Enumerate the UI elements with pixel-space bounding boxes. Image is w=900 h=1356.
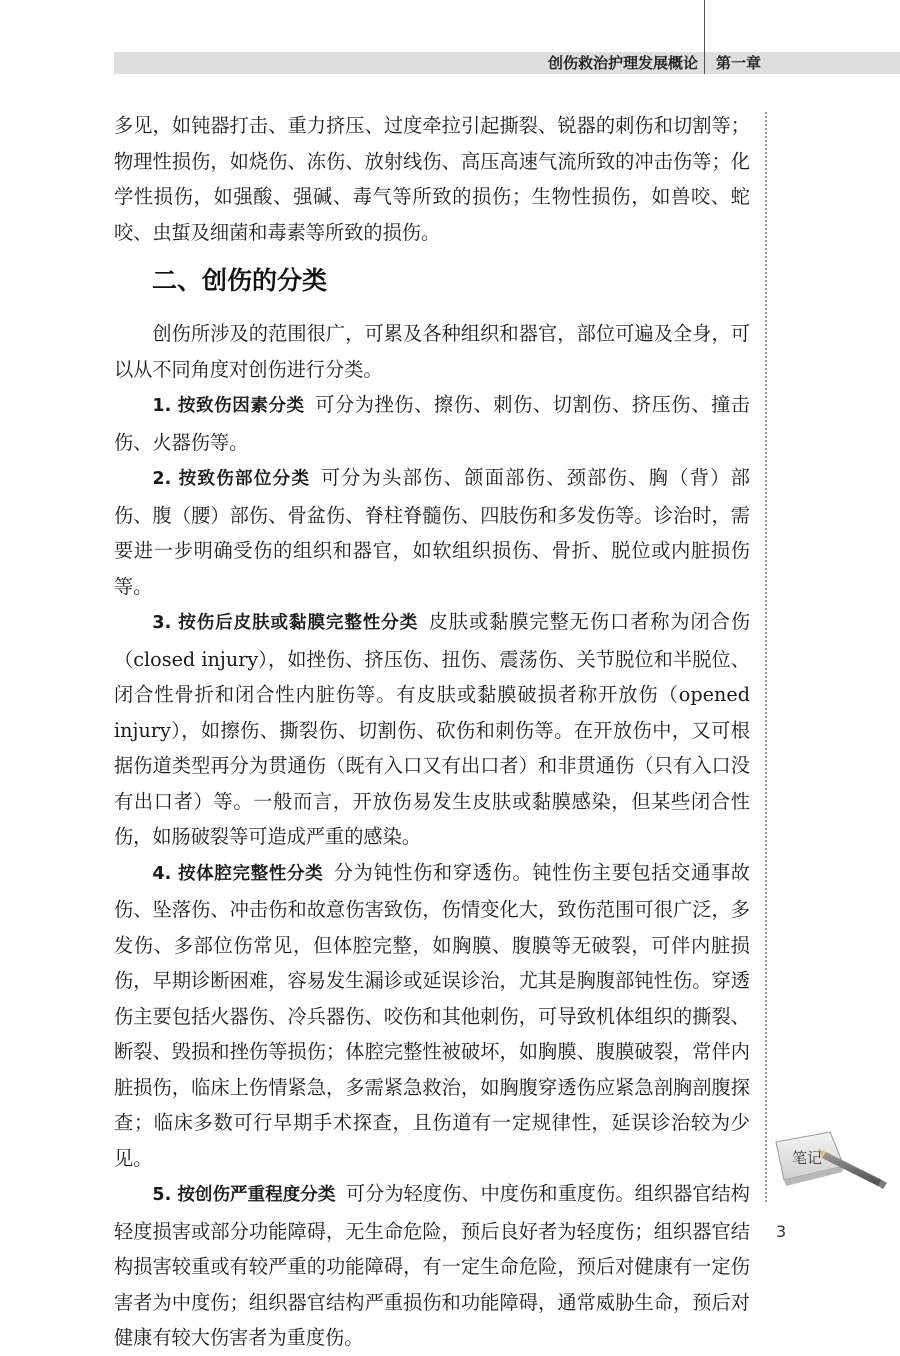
- header-divider: [704, 0, 705, 74]
- classification-item: [114, 855, 750, 1177]
- item-text: 可分为轻度伤、中度伤和重度伤。组织器官结构轻度损害或部分功能障碍，无生命危险，预后良好者为轻度伤；组织器官结构损害较重或有较严重的功能障碍，有一定生命危险，预后对健康有一定伤害者为中度伤；组织器官结构严重损伤和功能障碍，通常威胁生命，预后对健康有较大伤害者为重度伤。: [114, 1182, 750, 1349]
- item-text: 分为钝性伤和穿透伤。钝性伤主要包括交通事故伤、坠落伤、冲击伤和故意伤害致伤，伤情变化大，致伤范围可很广泛，多发伤、多部位伤常见，但体腔完整，如胸膜、腹膜等无破裂，可伴内脏损伤，早期诊断困难，容易发生漏诊或延误诊治，尤其是胸腹部钝性伤。穿透伤主要包括火器伤、冷兵器伤、咬伤和其他刺伤，可导致机体组织的撕裂、断裂、毁损和挫伤等损伤；体腔完整性被破坏，如胸膜、腹膜破裂，常伴内脏损伤，临床上伤情紧急，多需紧急救治，如胸腹穿透伤应紧急剖胸剖腹探查；临床多数可行早期手术探查，且伤道有一定规律性，延误诊治较为少见。: [114, 860, 750, 1170]
- notes-label: 笔记: [792, 1149, 823, 1167]
- item-text: 可分为头部伤、颌面部伤、颈部伤、胸（背）部伤、腹（腰）部伤、骨盆伤、脊柱脊髓伤、四肢伤和多发伤等。诊治时，需要进一步明确受伤的组织和器官，如软组织损伤、骨折、脱位或内脏损伤等。: [114, 466, 750, 598]
- item-heading: 3. 按伤后皮肤或黏膜完整性分类: [152, 613, 419, 633]
- classification-item: [114, 1176, 750, 1356]
- item-text: 可分为挫伤、擦伤、刺伤、切割伤、挤压伤、撞击伤、火器伤等。: [114, 393, 750, 454]
- section-heading: 二、创伤的分类: [152, 266, 328, 295]
- item-heading: 1. 按致伤因素分类: [152, 396, 305, 416]
- item-text: 皮肤或黏膜完整无伤口者称为闭合伤（closed injury），如挫伤、挤压伤、扭伤、震荡伤、关节脱位和半脱位、闭合性骨折和闭合性内脏伤等。有皮肤或黏膜破损者称开放伤（opened injury），如擦伤、撕裂伤、切割伤、砍伤和刺伤等。在开放伤中，又可根据伤道类型再分为贯通伤（既有入口又有出口者）和非贯通伤（只有入口没有出口者）等。一般而言，开放伤易发生皮肤或黏膜感染，但某些闭合性伤，如肠破裂等可造成严重的感染。: [114, 610, 751, 848]
- classification-item: [114, 460, 750, 604]
- classification-item: [114, 387, 750, 460]
- item-heading: 2. 按致伤部位分类: [152, 469, 311, 489]
- item-heading: 4. 按体腔完整性分类: [152, 863, 324, 884]
- page-body: [114, 108, 750, 1356]
- item-heading: 5. 按创伤严重程度分类: [152, 1185, 336, 1205]
- notes-pencil-icon: [770, 1128, 890, 1194]
- intro-paragraph: 多见，如钝器打击、重力挤压、过度牵拉引起撕裂、锐器的刺伤和切割等；物理性损伤，如烧伤、冻伤、放射线伤、高压高速气流所致的冲击伤等；化学性损伤，如强酸、强碱、毒气等所致的损伤；生物性损伤，如兽咬、蛇咬、虫蜇及细菌和毒素等所致的损伤。: [114, 114, 750, 244]
- running-title: 创伤救治护理发展概论: [547, 54, 698, 72]
- page-number: 3: [776, 1222, 787, 1241]
- section-intro: 创伤所涉及的范围很广，可累及各种组织和器官，部位可遍及全身，可以从不同角度对创伤进行分类。: [114, 322, 750, 381]
- notes-margin-divider: [765, 112, 767, 1202]
- header-bar: [114, 52, 900, 74]
- classification-item: [114, 604, 750, 855]
- chapter-label: 第一章: [716, 54, 762, 72]
